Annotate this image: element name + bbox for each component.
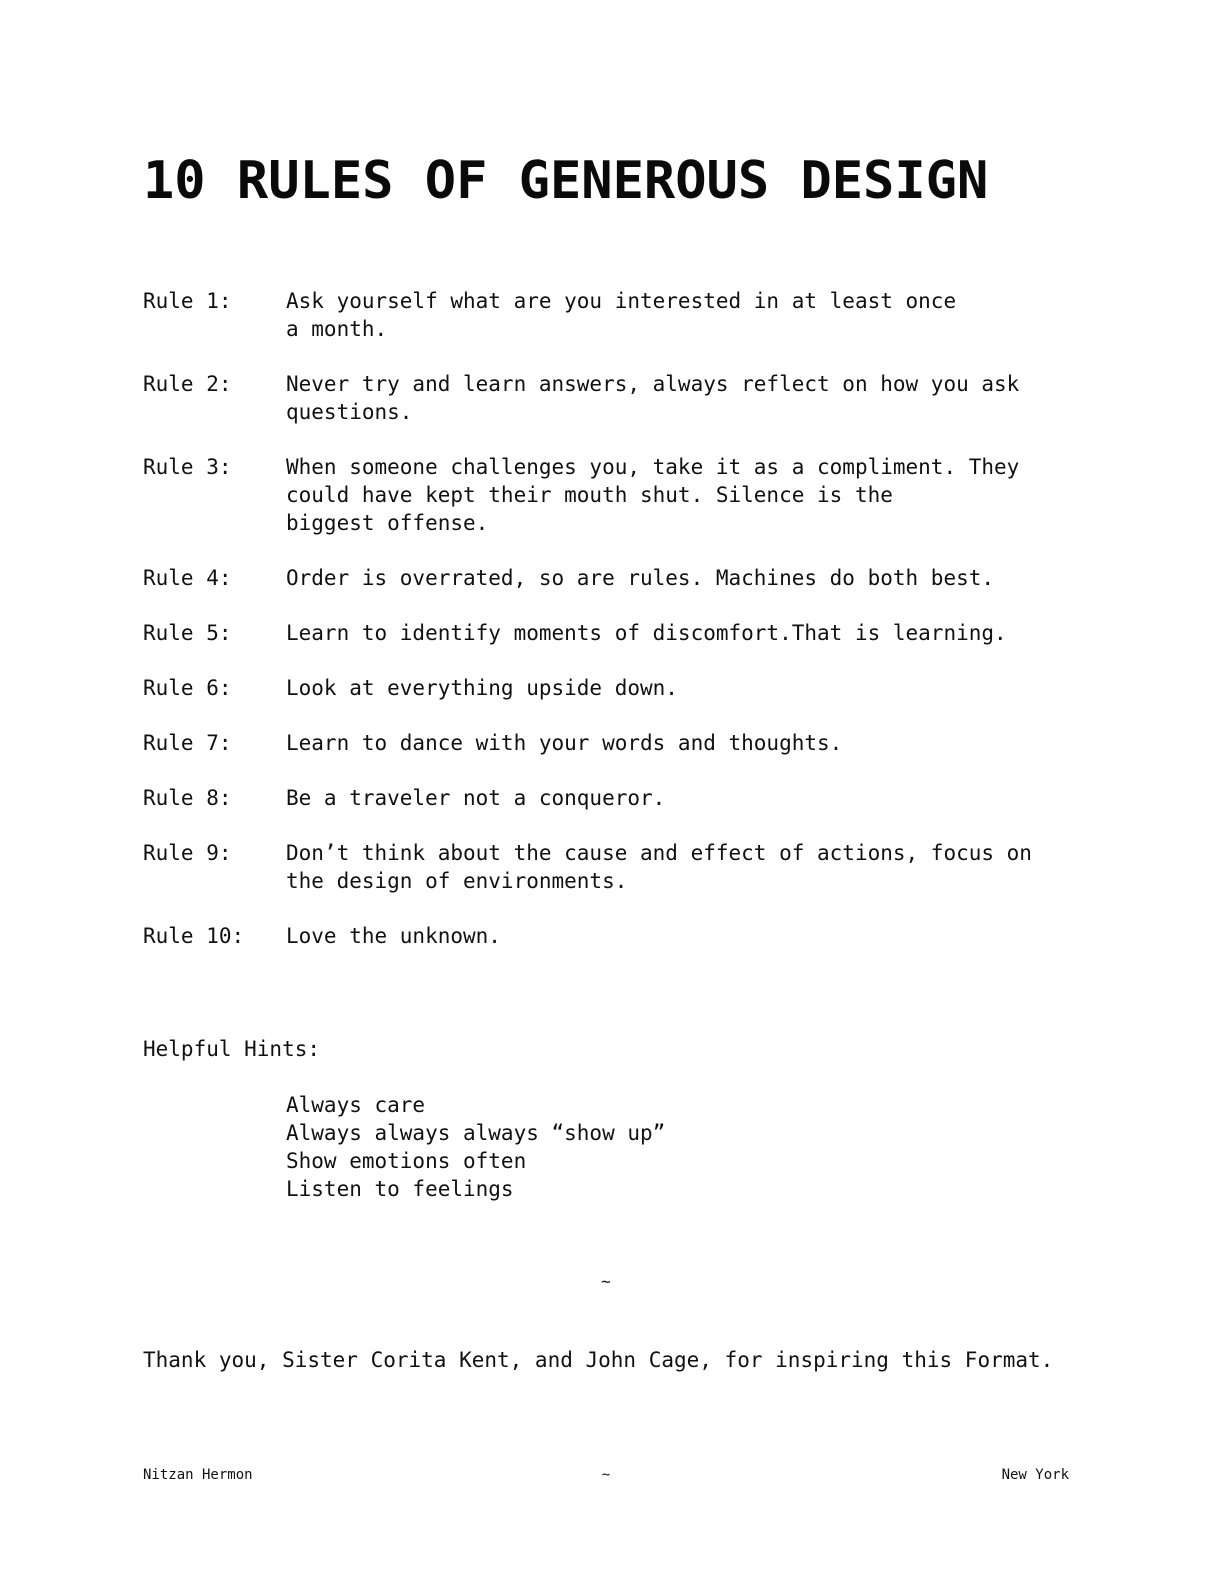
hint-item: Listen to feelings [286, 1177, 514, 1201]
rule-item [143, 619, 1083, 647]
rule-item [143, 370, 1083, 426]
rule-text: Ask yourself what are you interested in at least once a month. [286, 289, 957, 341]
rule-text: Learn to dance with your words and thoughts. [286, 731, 843, 755]
rule-item [143, 453, 1083, 537]
rule-label: Rule 10: [143, 924, 245, 948]
hint-item: Always care [286, 1093, 426, 1117]
hint-item: Always always always “show up” [286, 1121, 666, 1145]
rule-item [143, 564, 1083, 592]
rule-label: Rule 6: [143, 676, 232, 700]
rule-label: Rule 9: [143, 841, 232, 865]
rule-text: Look at everything upside down. [286, 676, 678, 700]
rule-label: Rule 8: [143, 786, 232, 810]
rule-item [143, 922, 1083, 950]
footer-author: Nitzan Hermon [143, 1467, 253, 1483]
footer-location: New York [1001, 1467, 1069, 1483]
rule-text: Never try and learn answers, always reflect on how you ask questions. [286, 372, 1020, 424]
rule-item [143, 674, 1083, 702]
rule-label: Rule 5: [143, 621, 232, 645]
rule-label: Rule 7: [143, 731, 232, 755]
rule-text: Be a traveler not a conqueror. [286, 786, 666, 810]
tilde-divider: ~ [601, 1272, 611, 1291]
rule-label: Rule 3: [143, 455, 232, 479]
rule-text: Don’t think about the cause and effect of actions, focus on the design of environments. [286, 841, 1032, 893]
page-title: 10 RULES OF GENEROUS DESIGN [143, 151, 989, 211]
rule-item [143, 839, 1083, 895]
acknowledgement-text: Thank you, Sister Corita Kent, and John Cage, for inspiring this Format. [143, 1348, 1054, 1372]
rule-text: Love the unknown. [286, 924, 501, 948]
page-footer [143, 1465, 1069, 1485]
rule-label: Rule 2: [143, 372, 232, 396]
rule-label: Rule 1: [143, 289, 232, 313]
rule-item [143, 287, 1083, 343]
rule-item [143, 784, 1083, 812]
rule-text: Learn to identify moments of discomfort.That is learning. [286, 621, 1007, 645]
rule-text: When someone challenges you, take it as a compliment. They could have kept their mouth shut. Silence is the biggest offense. [286, 455, 1020, 535]
footer-separator: ~ [601, 1467, 611, 1483]
rule-item [143, 729, 1083, 757]
hints-heading: Helpful Hints: [143, 1037, 321, 1061]
hint-item: Show emotions often [286, 1149, 527, 1173]
rule-text: Order is overrated, so are rules. Machines do both best. [286, 566, 995, 590]
hints-list [286, 1091, 665, 1203]
rules-list [143, 287, 1083, 977]
rule-label: Rule 4: [143, 566, 232, 590]
